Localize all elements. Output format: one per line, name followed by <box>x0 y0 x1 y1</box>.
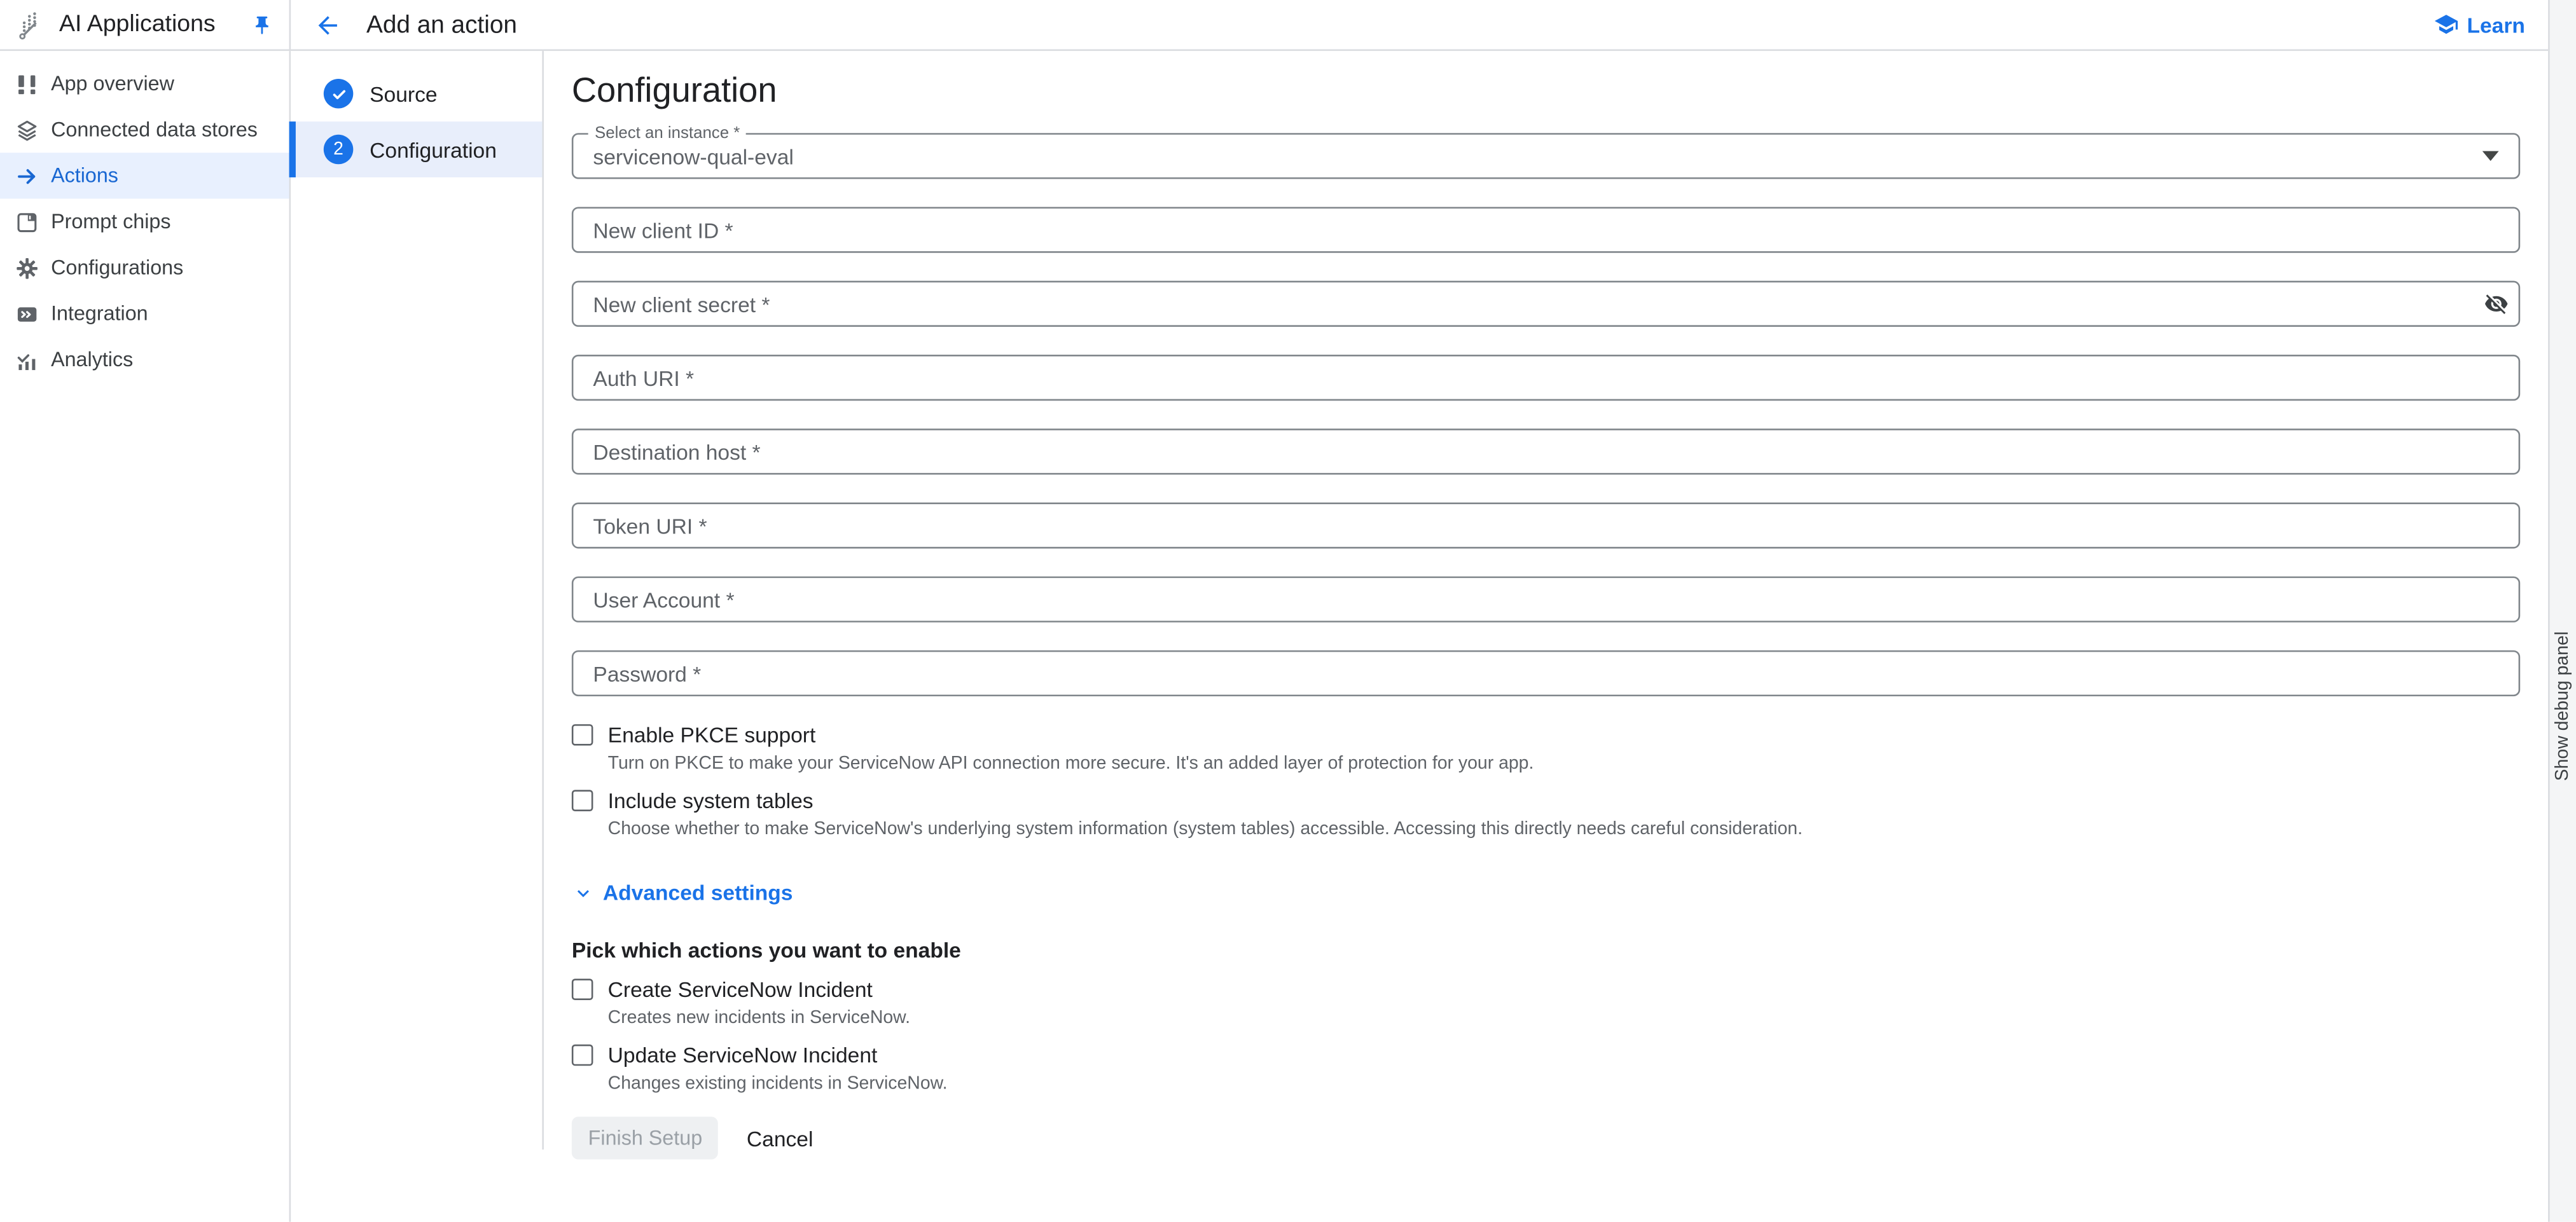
form-actions <box>572 1116 2520 1159</box>
topbar-app-section <box>0 0 291 49</box>
advanced-settings-toggle[interactable] <box>572 880 2520 905</box>
include-system-tables-checkbox[interactable] <box>572 790 593 811</box>
sidebar <box>0 51 291 1222</box>
step-source[interactable] <box>291 65 542 121</box>
step-number-badge: 2 <box>324 135 353 164</box>
sidebar-item-label: App overview <box>51 72 174 95</box>
topbar <box>0 0 2548 51</box>
connected-data-stores-icon <box>13 116 39 142</box>
checkbox-description: Turn on PKCE to make your ServiceNow API connection more secure. It's an added layer of protection for your app. <box>607 753 1534 774</box>
actions-arrow-icon <box>13 163 39 189</box>
sidebar-item-label: Actions <box>51 164 118 188</box>
finish-setup-button[interactable]: Finish Setup <box>572 1116 719 1159</box>
learn-link[interactable] <box>2432 11 2525 38</box>
integration-icon <box>13 301 39 327</box>
sidebar-item-prompt-chips[interactable] <box>0 199 289 245</box>
configurations-gear-icon <box>13 254 39 280</box>
sidebar-item-label: Integration <box>51 302 148 326</box>
create-incident-checkbox[interactable] <box>572 978 593 1000</box>
token-uri-input[interactable] <box>572 502 2520 548</box>
sidebar-item-connected-data-stores[interactable] <box>0 107 289 153</box>
update-incident-row <box>572 1043 2520 1095</box>
graduation-cap-icon <box>2432 11 2458 38</box>
destination-host-field-wrap <box>572 429 2520 474</box>
debug-panel-strip <box>2548 0 2576 1222</box>
advanced-settings-label: Advanced settings <box>602 880 793 905</box>
pin-icon[interactable] <box>251 14 273 36</box>
step-configuration[interactable] <box>291 121 542 177</box>
new-client-secret-input[interactable] <box>572 281 2520 327</box>
learn-label: Learn <box>2467 12 2525 38</box>
analytics-icon <box>13 347 39 373</box>
action-option-description: Creates new incidents in ServiceNow. <box>607 1008 911 1028</box>
action-option-description: Changes existing incidents in ServiceNow. <box>607 1074 948 1094</box>
enable-pkce-checkbox[interactable] <box>572 724 593 746</box>
configuration-form <box>572 51 2520 1159</box>
token-uri-field-wrap <box>572 502 2520 548</box>
auth-uri-field-wrap <box>572 355 2520 401</box>
checkbox-label: Enable PKCE support <box>607 722 816 748</box>
instance-select-value: servicenow-qual-eval <box>593 144 794 168</box>
password-field-wrap <box>572 650 2520 696</box>
instance-select-label: Select an instance * <box>588 125 747 142</box>
destination-host-input[interactable] <box>572 429 2520 474</box>
sidebar-item-integration[interactable] <box>0 291 289 336</box>
new-client-id-input[interactable] <box>572 207 2520 252</box>
checkbox-description: Choose whether to make ServiceNow's underlying system information (system tables) accessible. Accessing this directly needs careful consideration. <box>607 819 1803 839</box>
page-title: Add an action <box>366 10 517 39</box>
action-option-label: Update ServiceNow Incident <box>607 1043 878 1068</box>
ai-applications-logo-icon <box>17 9 48 40</box>
sidebar-item-label: Connected data stores <box>51 118 258 142</box>
step-completed-check-icon <box>324 79 353 108</box>
visibility-off-icon[interactable] <box>2484 291 2509 316</box>
show-debug-panel-button[interactable]: Show debug panel <box>2552 631 2573 781</box>
auth-uri-input[interactable] <box>572 355 2520 401</box>
sidebar-item-label: Prompt chips <box>51 210 171 233</box>
chevron-down-icon <box>572 881 595 904</box>
enable-pkce-row <box>572 722 2520 775</box>
include-system-tables-row <box>572 788 2520 841</box>
password-input[interactable] <box>572 650 2520 696</box>
cancel-button[interactable]: Cancel <box>727 1116 833 1159</box>
user-account-input[interactable] <box>572 577 2520 622</box>
update-incident-checkbox[interactable] <box>572 1045 593 1066</box>
sidebar-item-configurations[interactable] <box>0 245 289 291</box>
sidebar-item-analytics[interactable] <box>0 336 289 382</box>
sidebar-item-actions[interactable] <box>0 153 289 198</box>
action-option-label: Create ServiceNow Incident <box>607 977 873 1002</box>
sidebar-item-app-overview[interactable] <box>0 61 289 107</box>
actions-picker-heading: Pick which actions you want to enable <box>571 937 961 963</box>
user-account-field-wrap <box>572 577 2520 622</box>
client-id-field-wrap <box>572 207 2520 252</box>
client-secret-field-wrap <box>572 281 2520 327</box>
instance-select[interactable] <box>572 125 2520 179</box>
back-arrow-icon[interactable] <box>314 11 342 39</box>
configuration-heading: Configuration <box>571 72 777 111</box>
sidebar-item-label: Configurations <box>51 256 184 280</box>
step-label: Configuration <box>370 137 497 162</box>
topbar-page-section <box>291 0 2548 49</box>
prompt-chips-icon <box>13 209 39 235</box>
app-title: AI Applications <box>59 11 216 38</box>
sidebar-item-label: Analytics <box>51 348 134 371</box>
stepper <box>291 51 544 1150</box>
dropdown-caret-icon <box>2483 151 2499 161</box>
create-incident-row <box>572 977 2520 1030</box>
step-label: Source <box>370 81 438 106</box>
checkbox-label: Include system tables <box>607 788 814 813</box>
app-overview-icon <box>13 71 39 97</box>
